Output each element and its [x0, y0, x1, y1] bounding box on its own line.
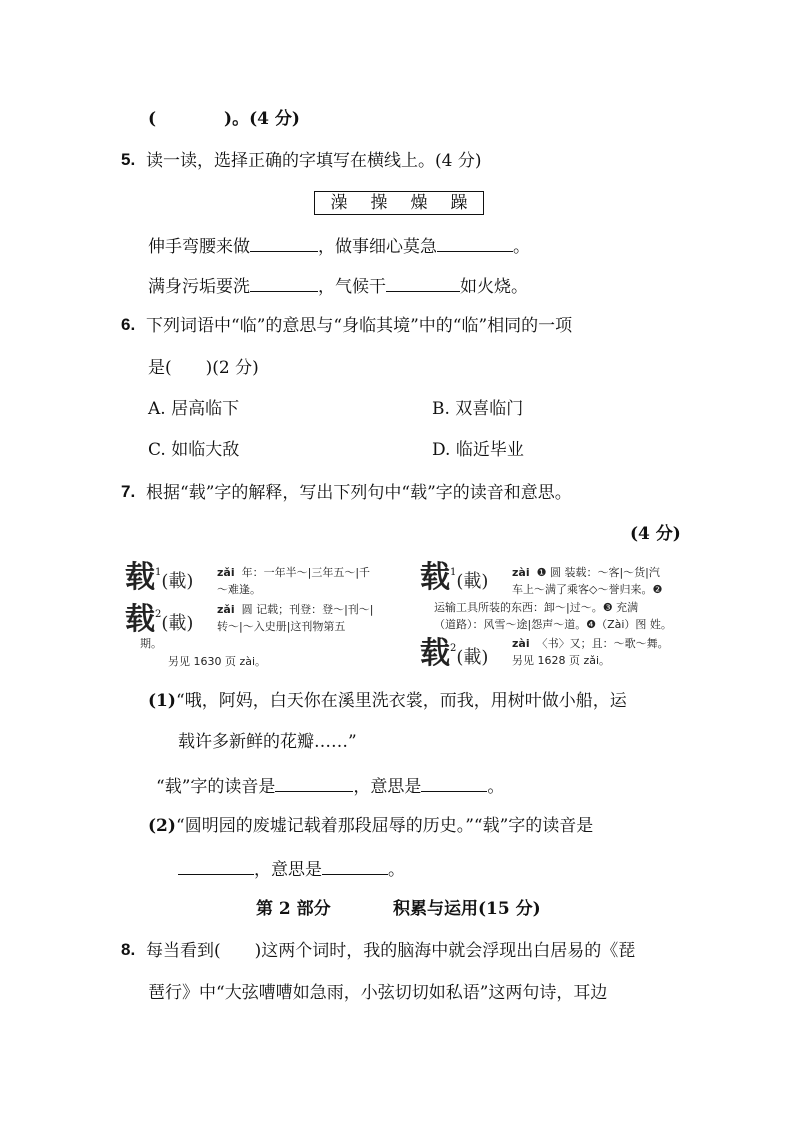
dict-char: 载: [420, 560, 450, 595]
q7-1-label-c: 。: [487, 777, 505, 797]
dict-pinyin: zài: [512, 566, 530, 579]
dict-pinyin: zǎi: [217, 566, 235, 579]
q7-score: (4 分): [630, 524, 681, 544]
q7-1-number: (1): [148, 691, 176, 711]
q5-line-1: [148, 233, 530, 258]
dict-left-see-also: 另见 1630 页 zài。: [168, 655, 267, 668]
answer-blank[interactable]: [322, 856, 388, 875]
dict-definition: 运输工具所装的东西：卸～|过～。❸ 充满: [434, 601, 639, 614]
q4-tail: ( )。(4 分): [148, 109, 300, 129]
dict-definition: 圆 记载；刊登：登～|刊～|: [241, 603, 374, 616]
dict-see-also: 另见 1628 页 zǎi。: [512, 654, 611, 667]
dict-definition: （道路）：风雪～途|怨声～道。❹（Zài）图 姓。: [434, 618, 672, 631]
q7-1-label-b: ，意思是: [353, 777, 422, 797]
dict-left-entry-1: [125, 562, 193, 594]
dict-left-def-2: [217, 601, 374, 635]
part2-heading: 第 2 部分: [256, 899, 331, 919]
answer-blank[interactable]: [421, 773, 487, 792]
dict-definition: ～难逢。: [217, 583, 261, 596]
q5-number: 5.: [121, 150, 136, 169]
dict-definition: 车上～满了乘客◇～誉归来。❷: [512, 583, 663, 596]
dict-traditional: (載): [456, 571, 489, 592]
dict-pinyin: zǎi: [217, 603, 235, 616]
dict-traditional: (載): [161, 613, 194, 634]
q7-2-label-b: 。: [388, 860, 405, 880]
q6-number: 6.: [121, 315, 136, 334]
q6-option-b[interactable]: B. 双喜临门: [432, 399, 524, 419]
q5-text: 读一读，选择正确的字填写在横线上。(4 分): [146, 151, 482, 171]
q6-option-a[interactable]: A. 居高临下: [148, 399, 240, 419]
dict-left-entry-2: [125, 604, 193, 636]
part2-title: 积累与运用(15 分): [393, 899, 541, 919]
q5-line1-text-b: ，做事细心莫急: [318, 237, 437, 257]
dict-right-def-1: [512, 564, 662, 598]
q8-number: 8.: [121, 940, 136, 959]
answer-blank[interactable]: [275, 773, 353, 792]
dict-char: 载: [125, 602, 155, 637]
dict-superscript: 2: [450, 643, 457, 654]
q6-text-2: 是( )(2 分): [148, 358, 259, 378]
dict-superscript: 2: [155, 609, 162, 620]
char-option-4: 躁: [450, 193, 468, 213]
dict-right-def-2: [512, 635, 669, 669]
dict-left-def-1: [217, 564, 370, 598]
q7-2-label-a: ，意思是: [254, 860, 322, 880]
q7-2-answer-line: [178, 856, 405, 881]
q7-1-text: “哦，阿妈，白天你在溪里洗衣裳，而我，用树叶做小船，运: [176, 691, 627, 711]
q7-1-answer-line: [156, 773, 504, 798]
dict-definition: 〈书〉又；且：～歌～舞。: [536, 637, 669, 650]
q7-number: 7.: [121, 482, 136, 501]
dict-definition: 年：一年半～|三年五～|千: [241, 566, 371, 579]
answer-blank[interactable]: [437, 233, 513, 252]
answer-blank[interactable]: [250, 233, 318, 252]
dict-superscript: 1: [155, 567, 162, 578]
dict-right-def-1c: [434, 599, 672, 633]
q5-line1-text-c: 。: [513, 237, 530, 257]
q6-text: 下列词语中“临”的意思与“身临其境”中的“临”相同的一项: [146, 316, 573, 336]
dict-pinyin: zài: [512, 637, 530, 650]
q5-line2-text-b: ，气候干: [318, 277, 386, 297]
q5-character-box: [314, 191, 484, 215]
dict-right-entry-2: [420, 638, 488, 670]
q6-option-c[interactable]: C. 如临大敌: [148, 440, 240, 460]
q5-line2-text-c: 如火烧。: [460, 277, 528, 297]
dict-superscript: 1: [450, 567, 457, 578]
q6-option-d[interactable]: D. 临近毕业: [432, 440, 524, 460]
char-option-1: 澡: [330, 193, 348, 213]
q8-text-2: 琶行》中“大弦嘈嘈如急雨，小弦切切如私语”这两句诗，耳边: [148, 983, 608, 1003]
answer-blank[interactable]: [386, 273, 460, 292]
q5-line-2: [148, 273, 528, 298]
char-option-3: 燥: [410, 193, 428, 213]
dict-definition: ❶ 圆 装载：～客|～货|汽: [536, 566, 660, 579]
dict-char: 载: [420, 636, 450, 671]
q7-1-label-a: “载”字的读音是: [156, 777, 276, 797]
dict-definition: 转～|～入史册|这刊物第五: [217, 620, 346, 633]
dict-right-entry-1: [420, 562, 488, 594]
q5-line1-text-a: 伸手弯腰来做: [148, 237, 250, 257]
dict-char: 载: [125, 560, 155, 595]
q5-line2-text-a: 满身污垢要洗: [148, 277, 250, 297]
q7-text: 根据“载”字的解释，写出下列句中“载”字的读音和意思。: [146, 483, 572, 503]
q7-1-text-2: 载许多新鲜的花瓣……”: [178, 732, 357, 752]
answer-blank[interactable]: [250, 273, 318, 292]
q7-2-number: (2): [148, 816, 176, 836]
dict-left-def-2c: 期。: [140, 637, 162, 650]
q8-text: 每当看到( )这两个词时，我的脑海中就会浮现出白居易的《琵: [146, 941, 636, 961]
dict-traditional: (載): [456, 647, 489, 668]
q7-2-text: “圆明园的废墟记载着那段屈辱的历史。”“载”字的读音是: [176, 816, 594, 836]
dict-traditional: (載): [161, 571, 194, 592]
char-option-2: 操: [370, 193, 388, 213]
answer-blank[interactable]: [178, 856, 254, 875]
